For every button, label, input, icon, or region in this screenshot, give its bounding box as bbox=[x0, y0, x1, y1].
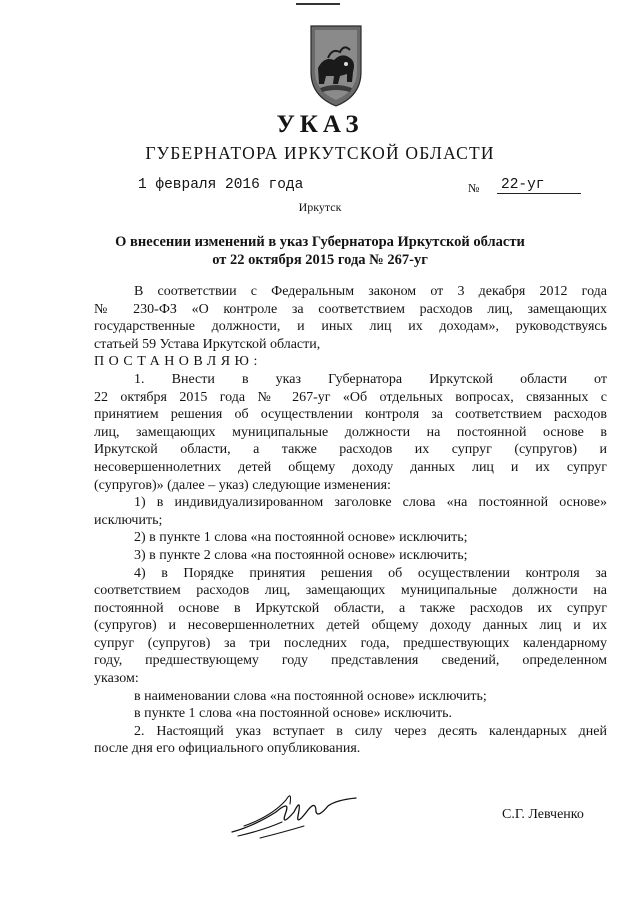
body-line: (супругов)» (далее – указ) следующие изменения: bbox=[94, 477, 391, 493]
top-edge-mark bbox=[296, 3, 340, 5]
body-line: соответствием расходов лиц, замещающих муниципальные должности на bbox=[94, 583, 607, 599]
body-line: № 230-ФЗ «О контроле за соответствием расходов лиц, замещающих bbox=[94, 301, 607, 317]
city-name: Иркутск bbox=[298, 200, 342, 214]
body-line: 2. Настоящий указ вступает в силу через десять календарных дней bbox=[134, 723, 607, 739]
body-line: 2) в пункте 1 слова «на постоянной основе» исключить; bbox=[134, 530, 468, 546]
body-line: В соответствии с Федеральным законом от 3 декабря 2012 года bbox=[134, 284, 607, 299]
heading-line: от 22 октября 2015 года № 267-уг bbox=[212, 252, 428, 268]
body-line: постоянной основе в Иркутской области, а также расходов их супруг bbox=[94, 600, 607, 616]
coat-of-arms-icon bbox=[306, 22, 366, 108]
document-subtitle: ГУБЕРНАТОРА ИРКУТСКОЙ ОБЛАСТИ bbox=[145, 143, 495, 163]
decree-date: 1 февраля 2016 года bbox=[138, 177, 304, 193]
number-sign: № bbox=[468, 181, 480, 195]
body-line: в наименовании слова «на постоянной основе» исключить; bbox=[134, 688, 487, 704]
body-line: несовершеннолетних детей общему доходу данных лиц и их супруг bbox=[94, 459, 607, 475]
heading-line: О внесении изменений в указ Губернатора Иркутской области bbox=[115, 234, 525, 250]
body-line: 22 октября 2015 года № 267-уг «Об отдельных вопросах, связанных с bbox=[94, 389, 607, 405]
body-line: в пункте 1 слова «на постоянной основе» исключить. bbox=[134, 706, 452, 722]
decree-heading bbox=[80, 233, 560, 269]
body-line: 3) в пункте 2 слова «на постоянной основе» исключить; bbox=[134, 547, 468, 563]
body-line: статьей 59 Устава Иркутской области, bbox=[94, 336, 321, 352]
document-title: УКАЗ bbox=[276, 111, 364, 138]
body-line: исключить; bbox=[94, 512, 163, 528]
body-line: году, предшествующему году представления сведений, определенном bbox=[94, 653, 607, 669]
body-line: лиц, замещающих муниципальные должности на постоянной основе в bbox=[94, 424, 607, 440]
body-line: 1) в индивидуализированном заголовке слова «на постоянной основе» bbox=[134, 495, 607, 511]
body-line: Иркутской области, а также расходов их супруг (супругов) и bbox=[94, 442, 607, 458]
body-line: принятием решения об осуществлении контроля за соответствием расходов bbox=[94, 407, 607, 423]
decree-number: 22-уг bbox=[497, 177, 581, 194]
body-line: супруг (супругов) за три последних года, предшествующих календарному bbox=[94, 635, 607, 651]
body-line: после дня его официального опубликования. bbox=[94, 741, 361, 757]
decree-word: ПОСТАНОВЛЯЮ: bbox=[94, 354, 262, 370]
handwritten-signature bbox=[224, 782, 364, 842]
body-line: 1. Внести в указ Губернатора Иркутской области от bbox=[134, 371, 607, 387]
body-line: государственные должности, и иных лиц их доходам», руководствуясь bbox=[94, 319, 607, 335]
decree-body bbox=[94, 283, 607, 758]
signer-name: С.Г. Левченко bbox=[502, 807, 584, 822]
body-line: 4) в Порядке принятия решения об осуществлении контроля за bbox=[134, 565, 607, 581]
body-line: (супругов) и несовершеннолетних детей общему доходу данных лиц и их bbox=[94, 618, 607, 634]
body-line: указом: bbox=[94, 671, 139, 687]
